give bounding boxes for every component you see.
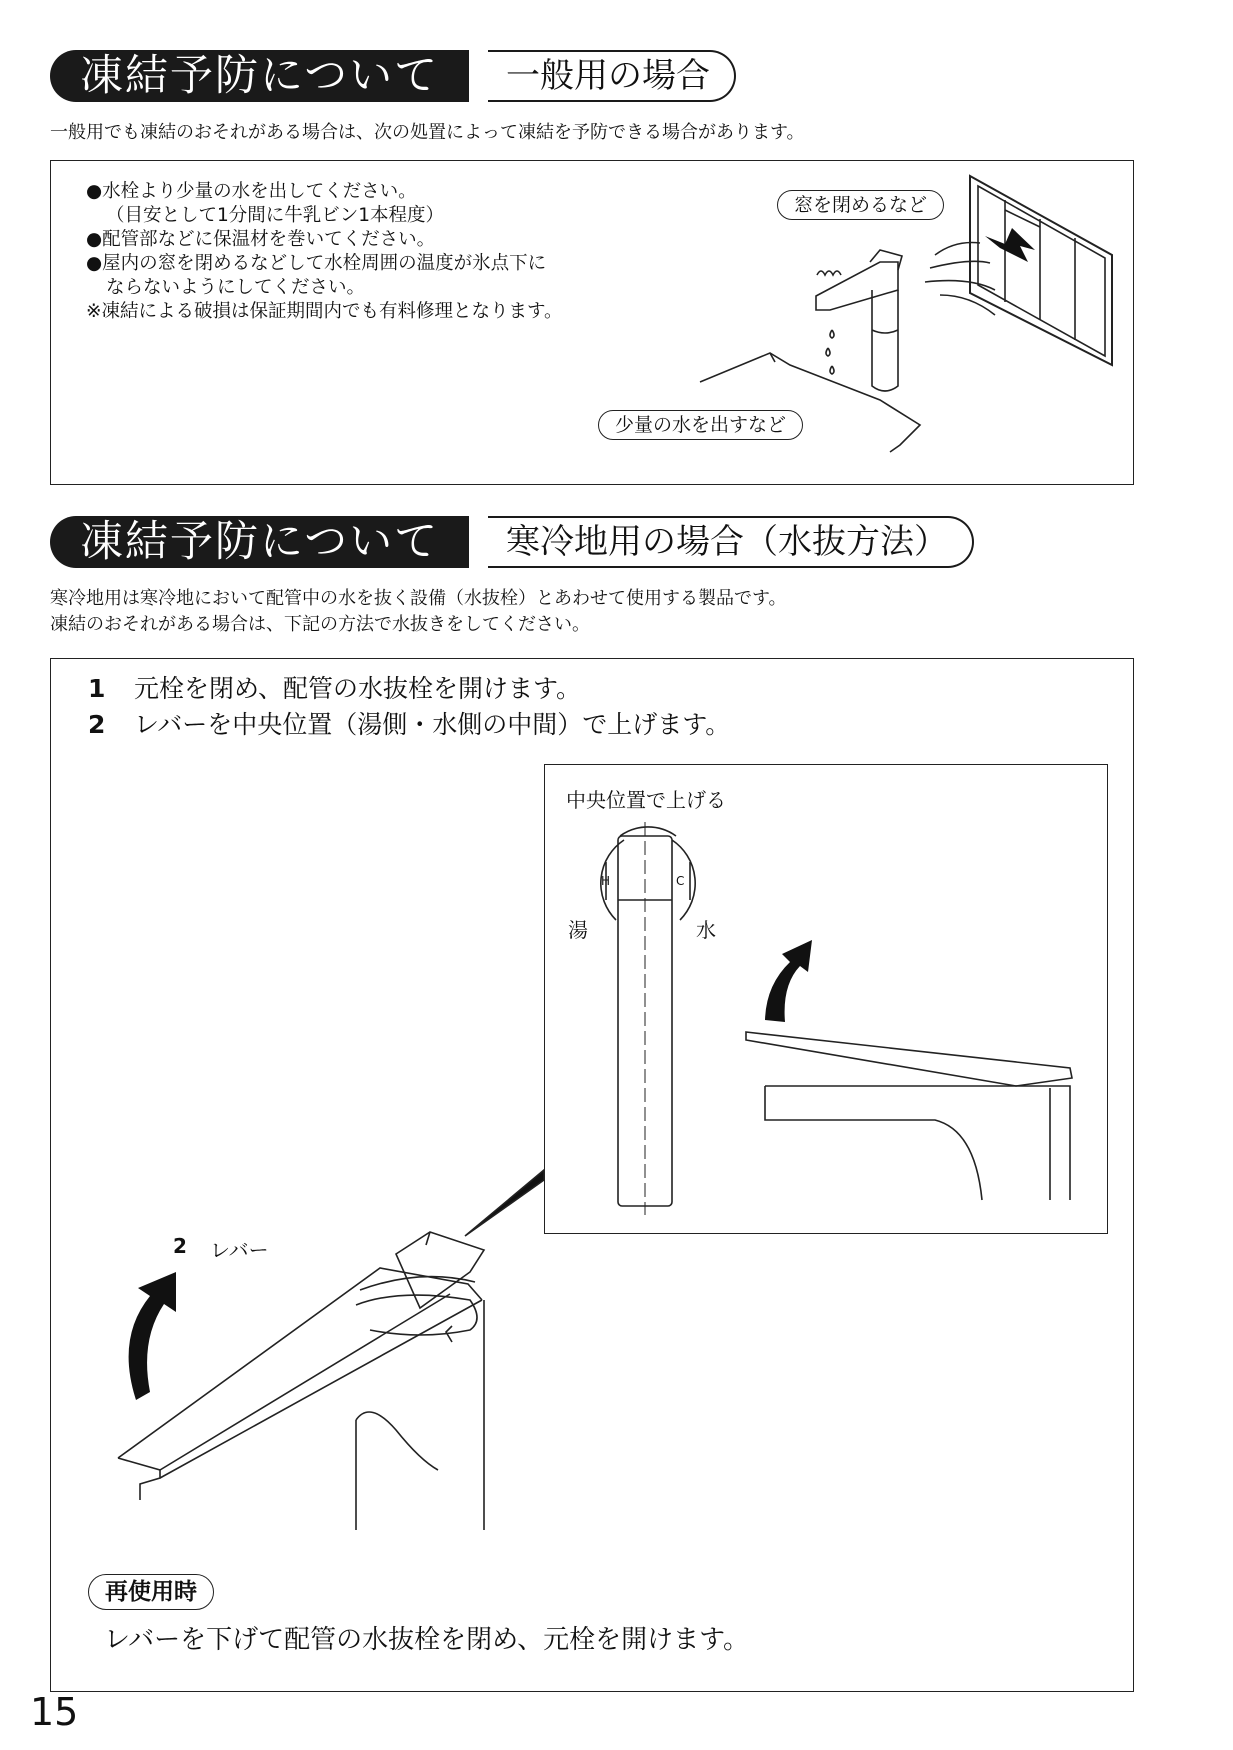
h-mark: H [601, 874, 611, 888]
step-2-text: レバーを中央位置（湯側・水側の中間）で上げます。 [134, 710, 731, 739]
cold-side-label: 水 [696, 918, 716, 942]
section2-subtitle: 寒冷地用の場合（水抜方法） [488, 516, 974, 568]
section1-lead: 一般用でも凍結のおそれがある場合は、次の処置によって凍結を予防できる場合があります。 [50, 122, 805, 143]
c-mark: C [676, 874, 685, 888]
callout-run-water: 少量の水を出すなど [598, 410, 803, 440]
page-number: 15 [30, 1690, 79, 1734]
bullet-1-note: （目安として1分間に牛乳ビン1本程度） [106, 205, 445, 226]
bullet-1: ●水栓より少量の水を出してください。 [86, 181, 417, 202]
lever-callout-number: 2 [173, 1234, 187, 1258]
step-2-number: 2 [88, 710, 106, 739]
bullet-2: ●配管部などに保温材を巻いてください。 [86, 229, 436, 250]
step-1-number: 1 [88, 674, 106, 703]
inset-title: 中央位置で上げる [566, 788, 726, 812]
callout-close-window: 窓を閉めるなど [777, 190, 944, 220]
hot-side-label: 湯 [568, 918, 588, 942]
section2-title: 凍結予防について [50, 516, 469, 568]
bullet-3: ●屋内の窓を閉めるなどして水栓周囲の温度が氷点下に [86, 253, 547, 274]
section1-title: 凍結予防について [50, 50, 469, 102]
lever-callout-label: レバー [210, 1238, 269, 1262]
bullet-3-cont: ならないようにしてください。 [106, 277, 366, 298]
section2-lead-2: 凍結のおそれがある場合は、下記の方法で水抜きをしてください。 [50, 614, 590, 635]
reuse-badge: 再使用時 [88, 1574, 214, 1610]
section2-lead-1: 寒冷地用は寒冷地において配管中の水を抜く設備（水抜栓）とあわせて使用する製品です。 [50, 588, 787, 609]
warranty-note: ※凍結による破損は保証期間内でも有料修理となります。 [86, 301, 563, 322]
step-1-text: 元栓を閉め、配管の水抜栓を開けます。 [134, 674, 582, 703]
section1-subtitle: 一般用の場合 [488, 50, 736, 102]
reuse-text: レバーを下げて配管の水抜栓を閉め、元栓を開けます。 [104, 1625, 750, 1655]
